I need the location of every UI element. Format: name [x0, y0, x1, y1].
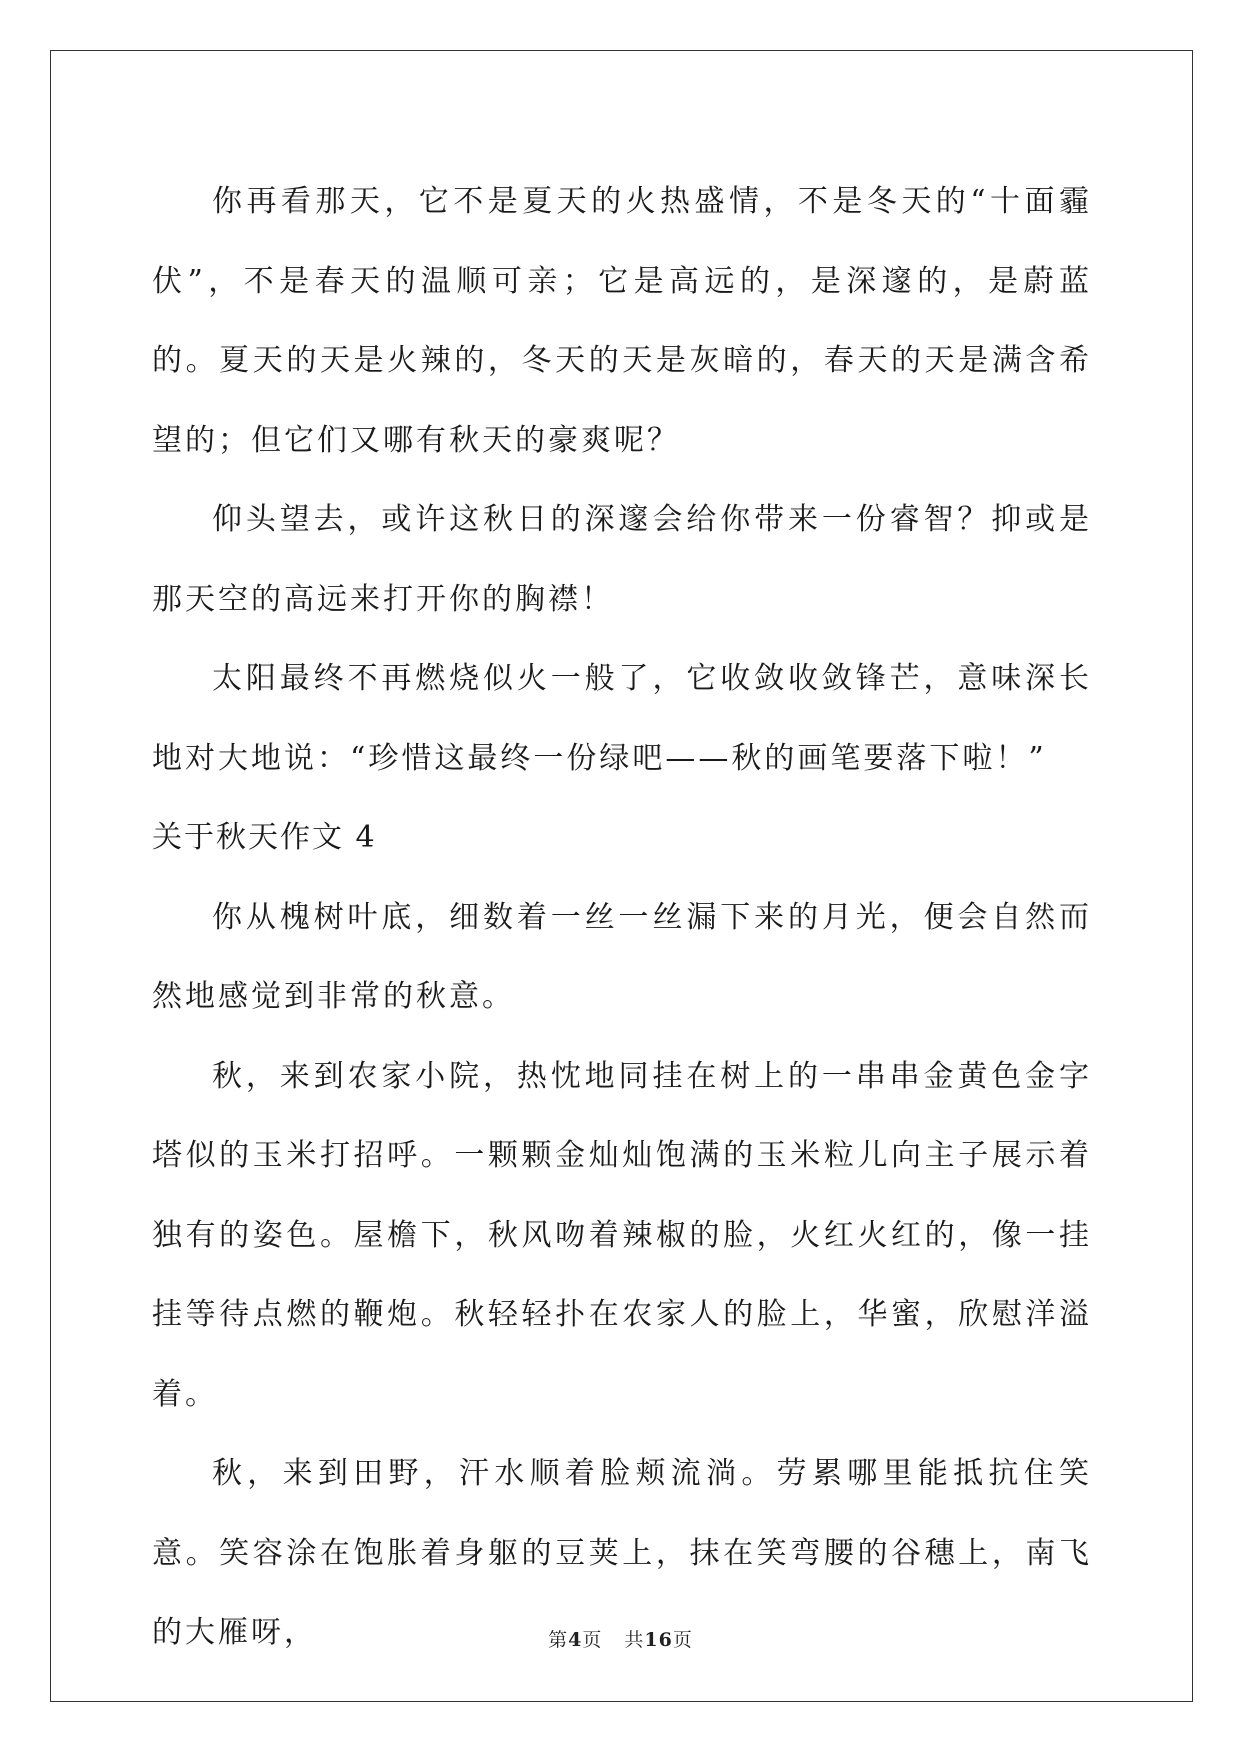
page-number: 4	[568, 1629, 583, 1651]
page-suffix: 页	[582, 1629, 603, 1651]
total-pages: 16	[644, 1629, 673, 1651]
paragraph: 秋，来到农家小院，热忱地同挂在树上的一串串金黄色金字塔似的玉米打招呼。一颗颗金灿灿饱满的玉米粒儿向主子展示着独有的姿色。屋檐下，秋风吻着辣椒的脸，火红火红的，像一挂挂等待点燃的鞭炮。秋轻轻扑在农家人的脸上，华蜜，欣慰洋溢着。	[152, 1058, 1092, 1412]
paragraph: 你再看那天，它不是夏天的火热盛情，不是冬天的“十面霾伏”，不是春天的温顺可亲；它是高远的，是深邃的，是蔚蓝的。夏天的天是火辣的，冬天的天是灰暗的，春天的天是满含希望的；但它们又哪有秋天的豪爽呢？	[152, 184, 1092, 458]
paragraph: 太阳最终不再燃烧似火一般了，它收敛收敛锋芒，意味深长地对大地说：“珍惜这最终一份绿吧——秋的画笔要落下啦！”	[152, 661, 1092, 776]
page-prefix: 第	[548, 1629, 569, 1651]
section-heading: 关于秋天作文 4	[152, 820, 377, 855]
page-footer	[0, 1625, 1241, 1652]
document-body	[152, 162, 1092, 1673]
paragraph: 你从槐树叶底，细数着一丝一丝漏下来的月光，便会自然而然地感觉到非常的秋意。	[152, 899, 1092, 1014]
total-prefix: 共	[624, 1629, 645, 1651]
total-suffix: 页	[672, 1629, 693, 1651]
paragraph: 秋，来到田野，汗水顺着脸颊流淌。劳累哪里能抵抗住笑意。笑容涂在饱胀着身躯的豆荚上，抹在笑弯腰的谷穗上，南飞的大雁呀，	[152, 1456, 1092, 1650]
paragraph: 仰头望去，或许这秋日的深邃会给你带来一份睿智？抑或是那天空的高远来打开你的胸襟！	[152, 502, 1092, 617]
